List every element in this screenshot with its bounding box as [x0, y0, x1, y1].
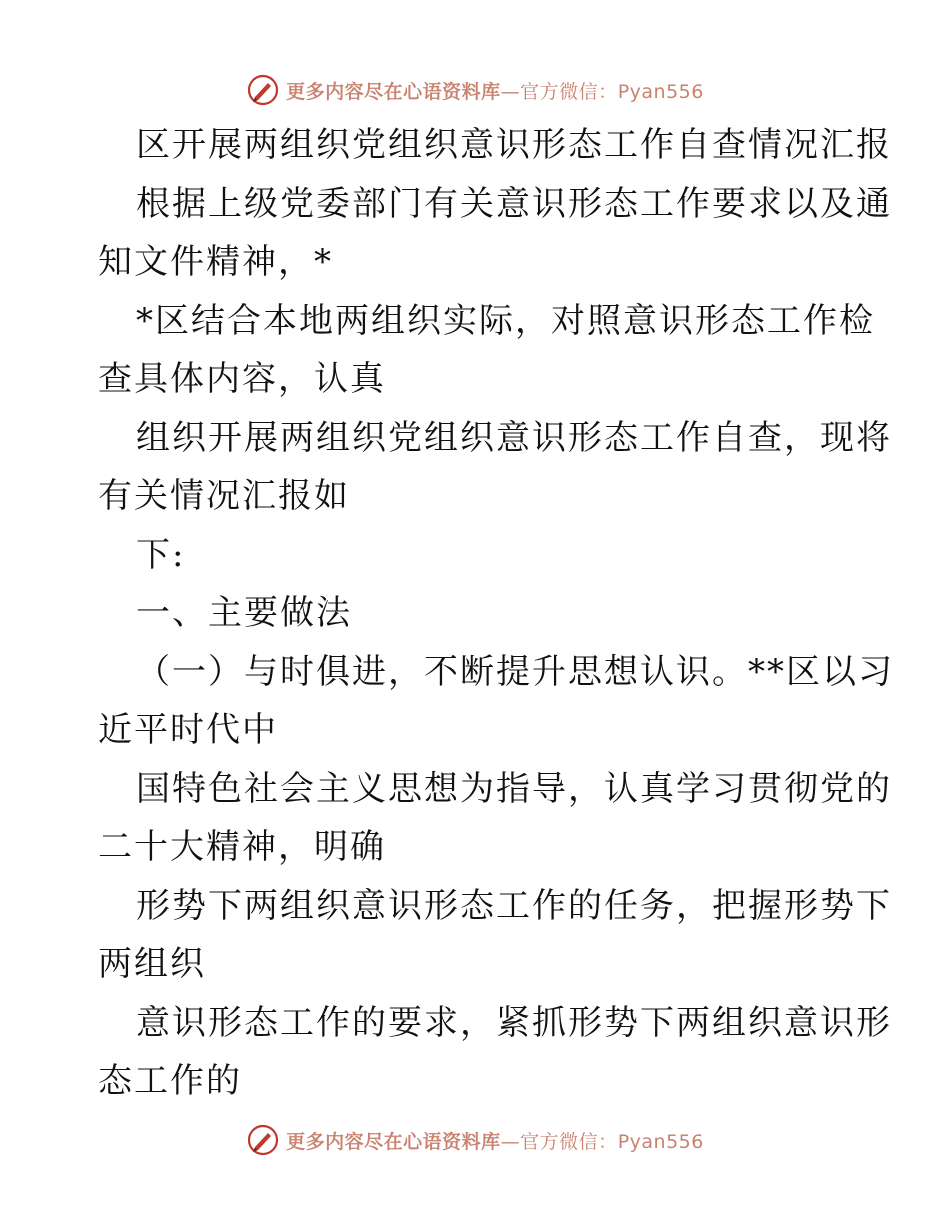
paragraph-line: 根据上级党委部门有关意识形态工作要求以及通	[136, 183, 892, 224]
paragraph-line: 组织开展两组织党组织意识形态工作自查，现将	[136, 417, 892, 458]
paragraph-line: 下:	[136, 534, 186, 575]
pen-logo-icon	[246, 1123, 280, 1157]
paragraph-line: 有关情况汇报如	[98, 476, 350, 516]
section-heading: 一、主要做法	[136, 593, 352, 633]
paragraph-line: *区结合本地两组织实际，对照意识形态工作检	[136, 300, 875, 341]
pen-logo-icon	[246, 73, 280, 107]
paragraph-line: 意识形态工作的要求，紧抓形势下两组织意识形	[136, 1002, 892, 1043]
subsection-heading: （一）与时俱进，不断提升思想认识。**区以习	[136, 651, 894, 692]
document-body	[98, 116, 894, 1111]
banner-wechat-label: 官方微信：	[520, 1130, 618, 1153]
banner-title: 更多内容尽在心语资料库	[286, 1130, 501, 1153]
paragraph-line: 态工作的	[98, 1061, 242, 1101]
paragraph-line: 两组织	[98, 944, 206, 984]
paragraph-line: 国特色社会主义思想为指导，认真学习贯彻党的	[136, 768, 892, 809]
paragraph-line: 近平时代中	[98, 710, 278, 750]
paragraph-line: 形势下两组织意识形态工作的任务，把握形势下	[136, 885, 892, 926]
footer-banner	[0, 1120, 950, 1160]
paragraph-line: 查具体内容，认真	[98, 359, 386, 399]
banner-title: 更多内容尽在心语资料库	[286, 80, 501, 103]
banner-separator: —	[500, 80, 521, 103]
header-banner	[0, 70, 950, 110]
banner-separator: —	[500, 1130, 521, 1153]
paragraph-line: 知文件精神，*	[98, 242, 333, 282]
document-title: 区开展两组织党组织意识形态工作自查情况汇报	[136, 125, 892, 165]
banner-wechat-label: 官方微信：	[520, 80, 618, 103]
banner-wechat-id: Pyan556	[617, 80, 704, 103]
banner-wechat-id: Pyan556	[617, 1130, 704, 1153]
paragraph-line: 二十大精神，明确	[98, 827, 386, 867]
